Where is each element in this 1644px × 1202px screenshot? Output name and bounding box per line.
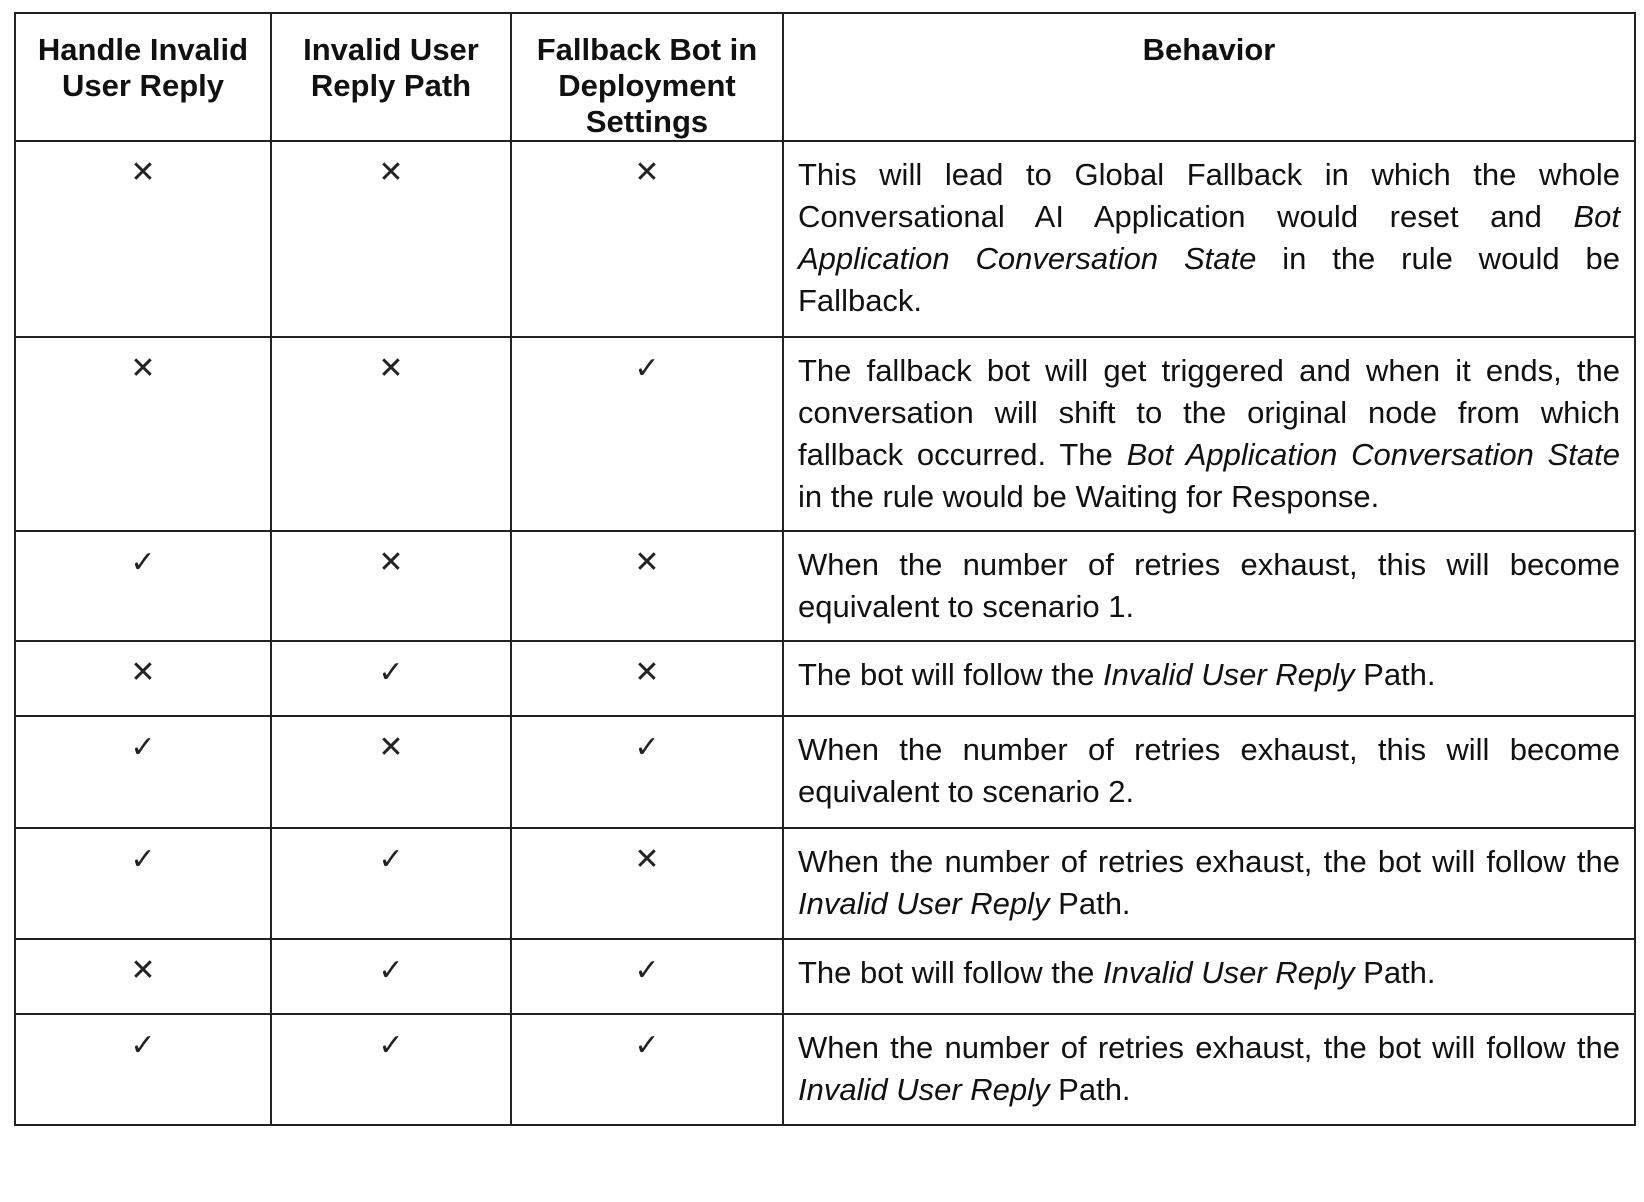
table-row <box>15 641 1635 716</box>
behavior-segment: When the number of retries exhaust, the bot will follow the <box>798 1030 1620 1065</box>
behavior-text <box>783 828 1635 939</box>
behavior-italic-term: Bot Application Conversation State <box>1126 437 1620 472</box>
header-fallback-bot: Fallback Bot in Deployment Settings <box>511 13 783 141</box>
table-row <box>15 337 1635 531</box>
handle-invalid-user-reply-mark-cross-icon: ✕ <box>15 641 271 716</box>
behavior-segment: When the number of retries exhaust, this will become equivalent to scenario 1. <box>798 547 1620 624</box>
invalid-user-reply-path-mark-check-icon: ✓ <box>271 828 511 939</box>
header-handle-invalid-user-reply: Handle Invalid User Reply <box>15 13 271 141</box>
handle-invalid-user-reply-mark-check-icon: ✓ <box>15 531 271 641</box>
behavior-italic-term: Invalid User Reply <box>1102 955 1355 990</box>
behavior-segment: When the number of retries exhaust, the bot will follow the <box>798 844 1620 879</box>
behavior-text <box>783 1014 1635 1125</box>
handle-invalid-user-reply-mark-cross-icon: ✕ <box>15 337 271 531</box>
fallback-bot-mark-cross-icon: ✕ <box>511 141 783 337</box>
header-behavior: Behavior <box>783 13 1635 141</box>
table-row <box>15 531 1635 641</box>
invalid-user-reply-path-mark-cross-icon: ✕ <box>271 141 511 337</box>
fallback-bot-mark-check-icon: ✓ <box>511 716 783 828</box>
behavior-italic-term: Invalid User Reply <box>798 886 1050 921</box>
invalid-user-reply-path-mark-cross-icon: ✕ <box>271 531 511 641</box>
fallback-bot-mark-cross-icon: ✕ <box>511 531 783 641</box>
table-body <box>15 141 1635 1125</box>
behavior-italic-term: Invalid User Reply <box>1102 657 1355 692</box>
behavior-text <box>783 939 1635 1014</box>
fallback-bot-mark-cross-icon: ✕ <box>511 641 783 716</box>
behavior-segment: The fallback bot will get triggered and when it ends, the conversation will shift to the original node from which fallback occurred. The <box>798 353 1620 472</box>
behavior-text <box>783 531 1635 641</box>
header-invalid-user-reply-path: Invalid User Reply Path <box>271 13 511 141</box>
fallback-bot-mark-cross-icon: ✕ <box>511 828 783 939</box>
behavior-segment: Path. <box>1049 1072 1131 1107</box>
behavior-italic-term: Bot Application Conversation State <box>798 199 1620 276</box>
invalid-user-reply-path-mark-cross-icon: ✕ <box>271 337 511 531</box>
table-row <box>15 828 1635 939</box>
handle-invalid-user-reply-mark-check-icon: ✓ <box>15 1014 271 1125</box>
behavior-segment: When the number of retries exhaust, this will become equivalent to scenario 2. <box>798 732 1620 809</box>
behavior-segment: This will lead to Global Fallback in which the whole Conversational AI Application would reset and <box>798 157 1620 234</box>
behavior-text <box>783 641 1635 716</box>
behavior-italic-term: Invalid User Reply <box>798 1072 1050 1107</box>
table-row <box>15 939 1635 1014</box>
behavior-segment: Path. <box>1049 886 1131 921</box>
handle-invalid-user-reply-mark-check-icon: ✓ <box>15 716 271 828</box>
behavior-segment: in the rule would be Fallback. <box>798 241 1620 318</box>
behavior-text <box>783 337 1635 531</box>
table-header-row <box>15 13 1635 141</box>
scenario-table <box>14 12 1636 1126</box>
fallback-bot-mark-check-icon: ✓ <box>511 939 783 1014</box>
table-row <box>15 716 1635 828</box>
handle-invalid-user-reply-mark-cross-icon: ✕ <box>15 141 271 337</box>
behavior-segment: in the rule would be Waiting for Response. <box>798 479 1380 514</box>
behavior-segment: The bot will follow the <box>798 955 1103 990</box>
fallback-bot-mark-check-icon: ✓ <box>511 1014 783 1125</box>
handle-invalid-user-reply-mark-cross-icon: ✕ <box>15 939 271 1014</box>
behavior-text <box>783 141 1635 337</box>
invalid-user-reply-path-mark-check-icon: ✓ <box>271 641 511 716</box>
table-row <box>15 141 1635 337</box>
behavior-segment: Path. <box>1354 657 1436 692</box>
table-row <box>15 1014 1635 1125</box>
handle-invalid-user-reply-mark-check-icon: ✓ <box>15 828 271 939</box>
invalid-user-reply-path-mark-check-icon: ✓ <box>271 939 511 1014</box>
fallback-bot-mark-check-icon: ✓ <box>511 337 783 531</box>
invalid-user-reply-path-mark-check-icon: ✓ <box>271 1014 511 1125</box>
behavior-text <box>783 716 1635 828</box>
invalid-user-reply-path-mark-cross-icon: ✕ <box>271 716 511 828</box>
behavior-segment: The bot will follow the <box>798 657 1103 692</box>
behavior-segment: Path. <box>1354 955 1436 990</box>
